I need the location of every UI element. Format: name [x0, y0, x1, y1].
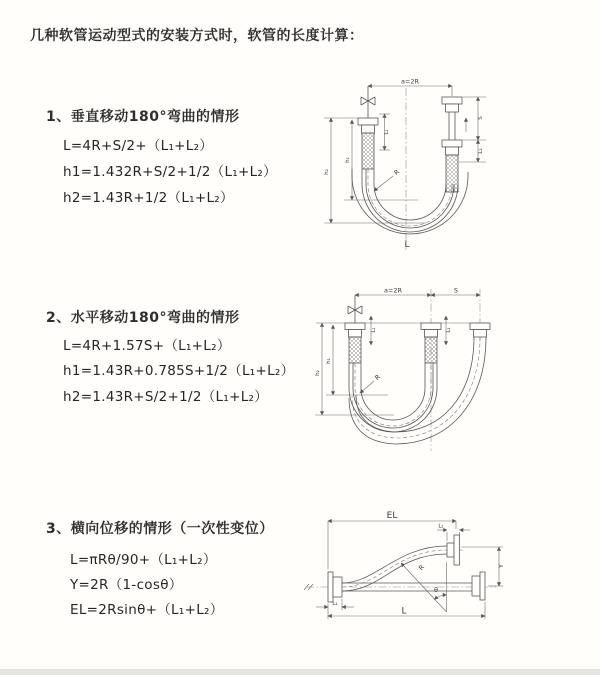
- section2-formula-L: L=4R+1.57S+（L₁+L₂）: [63, 338, 231, 354]
- displaced-hose-outer: [349, 337, 486, 444]
- braided-hose: [349, 337, 361, 363]
- dim-label-h2: h₂: [324, 169, 330, 175]
- page-title: 几种软管运动型式的安装方式时，软管的长度计算：: [30, 28, 364, 44]
- dim-label-a2R: a=2R: [383, 286, 403, 295]
- section2-formula-h2: h2=1.43R+S/2+1/2（L₁+L₂）: [63, 389, 269, 405]
- flange-hub: [446, 147, 459, 155]
- displaced-hose-wall: [342, 546, 447, 583]
- hose-outer-wall: [362, 169, 458, 232]
- section2-formula-h1: h1=1.43R+0.785S+1/2（L₁+L₂）: [63, 363, 295, 379]
- radius-label: R: [392, 167, 402, 177]
- dim-label-l1-mid: L₁: [446, 327, 452, 333]
- flange-hub: [349, 330, 362, 338]
- dim-label-l1-top: L₁: [438, 523, 444, 530]
- section3-heading: 3、横向位移的情形（一次性变位）: [46, 521, 274, 537]
- radius-label: R: [373, 372, 383, 382]
- angle-arc: [435, 595, 447, 600]
- dim-label-l1-left: L₁: [371, 327, 377, 333]
- section1-heading: 1、垂直移动180°弯曲的情形: [46, 109, 240, 125]
- flange-hub: [472, 576, 480, 596]
- diagram-vertical-180-bend: [300, 72, 590, 262]
- section3-formula-Y: Y=2R（1-cosθ）: [70, 577, 183, 593]
- flange: [454, 535, 460, 565]
- section3-formula-L: L=πRθ/90+（L₁+L₂）: [70, 552, 217, 568]
- section1-formula-h1: h1=1.432R+S/2+1/2（L₁+L₂）: [63, 164, 277, 180]
- dim-label-y: Y: [497, 564, 505, 568]
- flange-hub: [333, 577, 342, 597]
- length-label: L: [404, 240, 410, 250]
- dim-label-h1: h₁: [345, 157, 351, 163]
- flange-hub: [447, 543, 454, 557]
- flange-hub: [446, 104, 459, 112]
- flange: [421, 323, 441, 330]
- flange: [470, 323, 490, 330]
- section3-formula-EL: EL=2Rsinθ+（L₁+L₂）: [70, 602, 224, 618]
- diagram-horizontal-180-bend: [298, 283, 598, 458]
- dim-label-l2: L₂: [478, 148, 484, 154]
- section2-heading: 2、水平移动180°弯曲的情形: [46, 310, 240, 326]
- page-bottom-edge: [0, 669, 600, 675]
- hose-inner-wall: [361, 363, 425, 420]
- diagram-lateral-displacement: [300, 505, 600, 652]
- flange-hub: [474, 330, 487, 338]
- dim-label-h2: h₂: [315, 370, 321, 376]
- dim-label-h1: h₁: [326, 358, 332, 364]
- flange-hub: [362, 125, 375, 133]
- displaced-hose-centerline: [352, 337, 480, 438]
- displaced-hose-inner: [356, 337, 474, 432]
- flange-hub: [425, 330, 438, 338]
- dim-label-l1-bottom: L₁: [332, 601, 338, 607]
- flange: [442, 97, 462, 104]
- flange: [345, 323, 365, 330]
- dim-label-s: S: [453, 286, 459, 295]
- flange: [358, 118, 378, 125]
- dim-label-a2R: a=2R: [400, 77, 420, 86]
- hose-centerline: [355, 363, 431, 426]
- hose-wall: [366, 169, 454, 228]
- dim-label-l: L: [401, 606, 407, 617]
- flange: [480, 572, 485, 600]
- braided-hose: [362, 133, 374, 169]
- hose-wall: [353, 363, 433, 428]
- flange: [442, 140, 462, 147]
- displaced-hose-wall: [342, 554, 447, 591]
- hose-inner-wall: [374, 169, 446, 220]
- braided-hose: [425, 337, 437, 363]
- radius-label: R: [417, 563, 427, 573]
- dim-label-l1: L₁: [384, 129, 390, 135]
- hose-centerline: [368, 169, 452, 226]
- angle-label: θ: [434, 586, 438, 594]
- dim-label-el: EL: [386, 511, 398, 521]
- section1-formula-L: L=4R+S/2+（L₁+L₂）: [63, 138, 214, 154]
- section1-formula-h2: h2=1.43R+1/2（L₁+L₂）: [63, 190, 234, 206]
- flange: [328, 572, 333, 602]
- dim-label-s: S: [478, 116, 484, 120]
